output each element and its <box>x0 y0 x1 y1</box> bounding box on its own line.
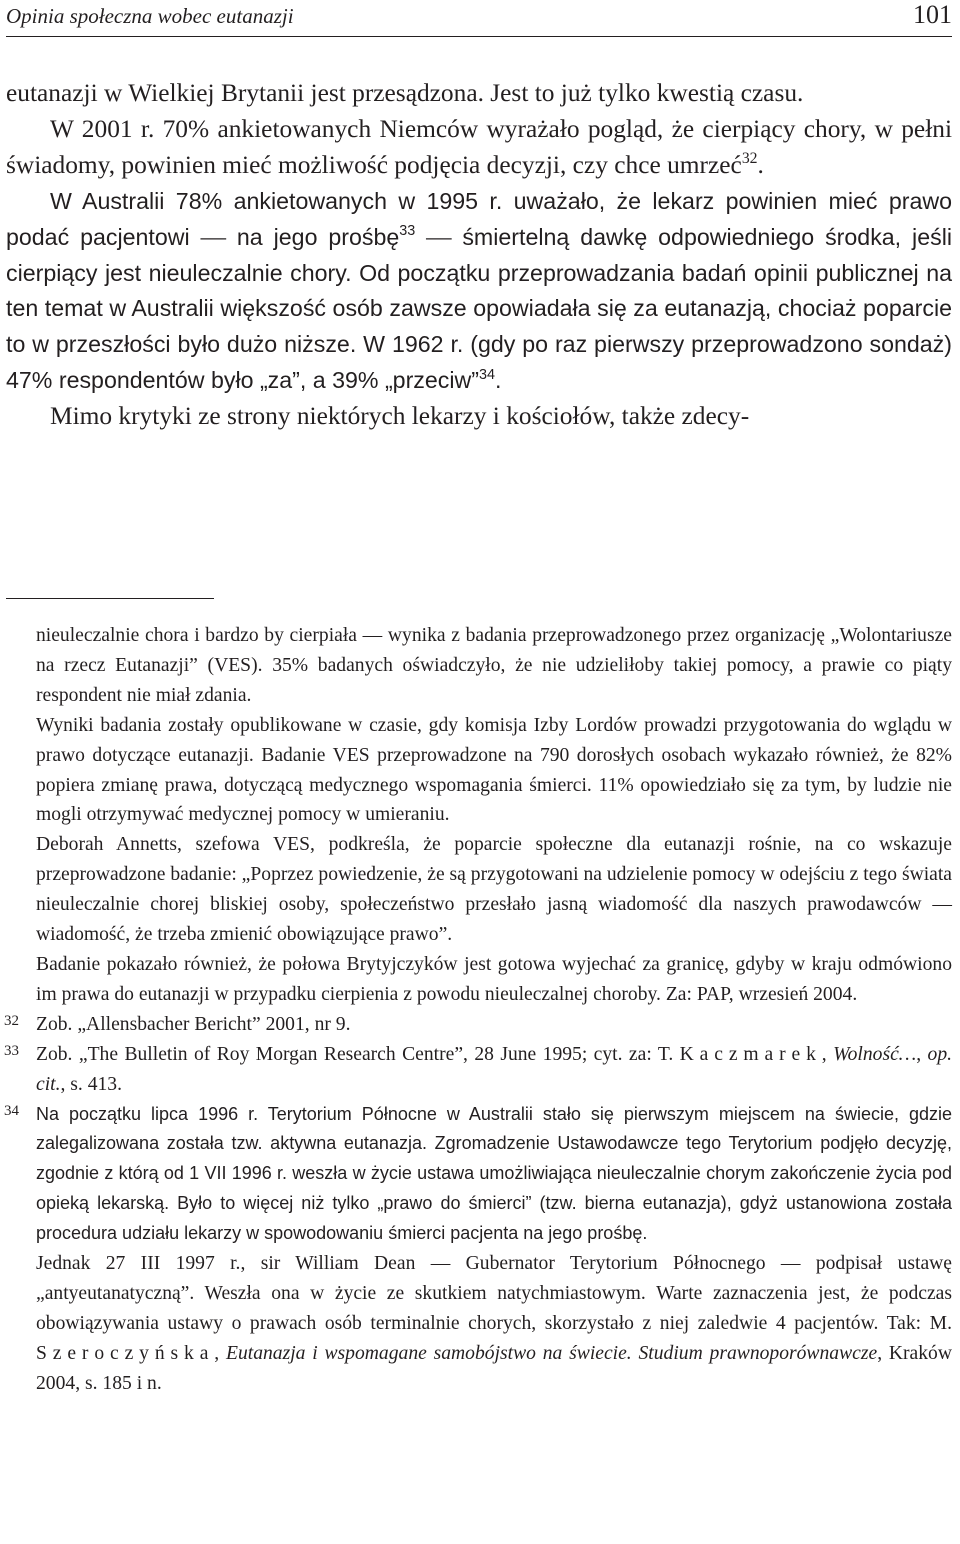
footnote-separator <box>6 598 214 599</box>
footnotes <box>4 621 953 1399</box>
footnote-continued-2: Wyniki badania zostały opublikowane w czasie, gdy komisja Izby Lordów prowadzi przygotowania do wglądu w prawo dotyczące eutanazji. Badanie VES przeprowadzone na 790 dorosłych osobach wykazało również, że 82% popiera zmianę prawa, dotyczącą medycznego wspomagania śmierci. 11% opowiedziało się za tym, by ludzie nie mogli otrzymywać medycznej pomocy w umieraniu. <box>36 714 952 826</box>
footnote-32 <box>4 1010 952 1040</box>
paragraph-germany-text: W 2001 r. 70% ankietowanych Niemców wyrażało pogląd, że cierpiący chory, w pełni świadomy, powinien mieć możliwość podjęcia decyzji, czy chce umrzeć <box>6 114 952 179</box>
running-head <box>6 0 952 37</box>
footnote-continued-3: Deborah Annetts, szefowa VES, podkreśla, że poparcie społeczne dla eutanazji rośnie, na co wskazuje przeprowadzone badanie: „Poprzez powiedzenie, że są przygotowani na udzielenie pomocy w odejściu z tego świata nieuleczalnie chorej bliskiej osoby, społeczeństwo przesłało jasną wiadomość dla naszych prawodawców — wiadomość, że trzeba zmienić obowiązujące prawo”. <box>36 834 952 946</box>
footnote-34-author: Szeroczyńska <box>36 1342 215 1364</box>
footnote-34-text-a: Na początku lipca 1996 r. Terytorium Północne w Australii stało się pierwszym miejscem na świecie, gdzie zalegalizowana została tzw. aktywna eutanazja. Zgromadzenie Ustawodawcze tego Terytorium podjęło decyzję, zgodnie z którą od 1 VII 1996 r. weszła w życie ustawa umożliwiająca nieuleczalnie chorym zakończenie życia pod opieką lekarską. Było to więcej niż tylko „prawo do śmierci” (tzw. bierna eutanazja), gdyż ustanowiona została procedura udziału lekarzy w spowodowaniu śmierci pacjenta na jego prośbę. <box>36 1103 952 1244</box>
paragraph-continued: eutanazji w Wielkiej Brytanii jest przesądzona. Jest to już tylko kwestią czasu. <box>6 79 804 107</box>
paragraph-germany-end: . <box>757 150 764 179</box>
paragraph-australia-c: śmiertelną dawkę odpowiedniego środka, jeśli cierpiący jest nieuleczalnie chory. Od początku przeprowadzania badań opinii publicznej na ten temat w Australii większość osób zawsze opowiadała się za eutanazją, chociaż poparcie to w przeszłości było dużo niższe. W 1962 r. (gdy po raz pierwszy przeprowadzono sondaż) 47% respondentów było „za”, a 39% „przeciw” <box>6 223 952 394</box>
paragraph-australia-a: W Australii 78% ankietowanych w 1995 r. uważało, że lekarz powinien mieć prawo podać pacjentowi <box>6 187 952 250</box>
footnote-continued-1: nieuleczalnie chora i bardzo by cierpiała — wynika z badania przeprowadzonego przez organizację „Wolontariusze na rzecz Eutanazji” (VES). 35% badanych oświadczyło, że nie udzieliłoby takiej pomocy, a prawie co piąty respondent nie miał zdania. <box>36 625 952 706</box>
footnote-34-title: Eutanazja i wspomagane samobójstwo na świecie. Studium prawnoporównawcze <box>225 1342 878 1364</box>
running-head-title: Opinia społeczna wobec eutanazji <box>6 4 294 28</box>
footnote-33-text <box>36 1040 952 1100</box>
footnote-33-sep: , <box>821 1043 834 1065</box>
footnote-33-opcit: op. cit. <box>36 1043 953 1095</box>
footnote-34-b: Jednak 27 III 1997 r., sir William Dean — Gubernator Terytorium Północnego — podpisał ustawę „antyeutanatyczną”. Weszła ona w życie ze skutkiem natychmiastowym. Warte zaznaczenia jest, że podczas obowiązywania ustawy o prawach osób terminalnie chorych, skorzystało z niej zaledwie 4 pacjentów. Tak: M. <box>36 1253 952 1334</box>
footnote-ref-33: 33 <box>399 223 416 240</box>
footnote-34-sep: , <box>214 1342 226 1364</box>
em-dash: — <box>415 222 463 251</box>
footnote-32-text: Zob. „Allensbacher Bericht” 2001, nr 9. <box>36 1013 351 1035</box>
footnote-number-34: 34 <box>4 1102 19 1119</box>
paragraph-criticism: Mimo krytyki ze strony niektórych lekarzy i kościołów, także zdecy- <box>50 402 750 431</box>
footnote-ref-32: 32 <box>741 149 758 167</box>
footnote-33 <box>4 1040 953 1100</box>
footnote-ref-34: 34 <box>479 366 495 383</box>
paragraph-australia <box>6 184 952 399</box>
footnote-33-c: , s. 413. <box>60 1073 122 1095</box>
footnote-34 <box>4 1100 952 1399</box>
page-number: 101 <box>913 0 952 29</box>
footnote-continued-4: Badanie pokazało również, że połowa Brytyjczyków jest gotowa wyjechać za granicę, gdyby w kraju odmówiono im prawa do eutanazji w przypadku cierpienia z powodu nieuleczalnej choroby. Za: PAP, wrzesień 2004. <box>36 953 952 1005</box>
footnote-34-text-b <box>36 1249 952 1399</box>
footnote-33-title: Wolność… <box>833 1043 917 1065</box>
footnote-33-author: Kaczmarek <box>679 1043 822 1065</box>
paragraph-germany <box>6 112 952 184</box>
main-text <box>6 76 952 435</box>
footnote-number-33: 33 <box>4 1042 19 1059</box>
paragraph-australia-end: . <box>495 367 502 394</box>
paragraph-australia-b: na jego prośbę <box>225 223 400 250</box>
footnote-33-a: Zob. „The Bulletin of Roy Morgan Research Centre”, 28 June 1995; cyt. za: T. <box>36 1043 680 1065</box>
footnote-number-32: 32 <box>4 1012 19 1029</box>
footnote-34-c: , Kraków 2004, s. 185 i n. <box>36 1342 952 1394</box>
em-dash: — <box>200 222 226 251</box>
footnote-33-b: , <box>916 1043 928 1065</box>
